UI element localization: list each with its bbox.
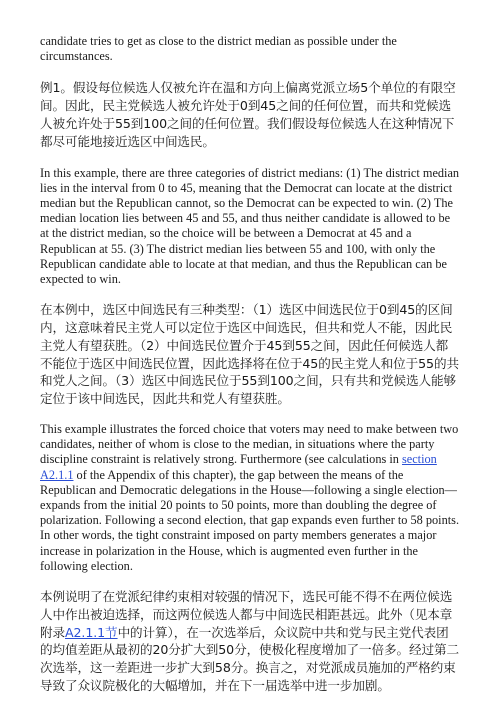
appendix-section-link[interactable]: section A2.1.1 <box>40 452 437 482</box>
paragraph-en-1: candidate tries to get as close to the district median as possible under the circumstances. <box>40 34 397 64</box>
paragraph-text-after-link: of the Appendix of this chapter), the gap between the means of the Republican and Democratic delegations in the House—following a single election—expands from the initial 20 points to 50 points, more than doubling the degree of polarization. Following a second election, that gap expands even further to 58 points. In other words, the tight constraint imposed on party members generates a major increase in polarization in the House, which is augmented even further in the following election. <box>40 467 460 573</box>
paragraph-zh-forced-choice <box>40 588 460 695</box>
paragraph-zh-example-1: 例1。假设每位候选人仅被允许在温和方向上偏离党派立场5个单位的有限空间。因此，民主党候选人被允许处于0到45之间的任何位置，而共和党候选人被允许处于55到100之间的任何位置。我们假设每位候选人在这种情况下都尽可能地接近选区中间选民。 <box>40 80 456 149</box>
paragraph-zh-district-medians: 在本例中，选区中间选民有三种类型：（1）选区中间选民位于0到45的区间内，这意味着民主党人可以定位于选区中间选民，但共和党人不能，因此民主党人有望获胜。（2）中间选民位置介于45到55之间，因此任何候选人都不能位于选区中间选民位置，因此选择将在位于45的民主党人和位于55的共和党人之间。（3）选区中间选民位于55到100之间，只有共和党候选人能够定位于该中间选民，因此共和党人有望获胜。 <box>40 302 459 407</box>
paragraph-en-forced-choice <box>40 422 460 574</box>
document-page <box>40 34 460 695</box>
appendix-section-link[interactable]: A2.1.1节 <box>65 624 118 640</box>
paragraph-text-after-link: 中的计算），在一次选举后，众议院中共和党与民主党代表团的均值差距从最初的20分扩大到50分，使极化程度增加了一倍多。经过第二次选举，这一差距进一步扩大到58分。换言之，对党派成员施加的严格约束导致了众议院极化的大幅增加，并在下一届选举中进一步加剧。 <box>40 624 459 694</box>
paragraph-text-before-link: 本例说明了在党派纪律约束相对较强的情况下，选民可能不得不在两位候选人中作出被迫选择，而这两位候选人都与中间选民相距甚远。此外（见本章附录 <box>40 589 453 640</box>
paragraph-text-before-link: This example illustrates the forced choice that voters may need to make between two candidates, neither of whom is close to the median, in situations where the party discipline constraint is relatively strong. Furthermore (see calculations in <box>40 422 459 467</box>
paragraph-en-district-medians: In this example, there are three categories of district medians: (1) The district median lies in the interval from 0 to 45, meaning that the Democrat can locate at the district median but the Republican cannot, so the Democrat can be expected to win. (2) The median location lies between 45 and 55, and thus neither candidate is allowed to be at the district median, so the choice will be between a Democrat at 45 and a Republican at 55. (3) The district median lies between 55 and 100, with only the Republican candidate able to locate at that median, and thus the Republican can be expected to win. <box>40 165 460 287</box>
